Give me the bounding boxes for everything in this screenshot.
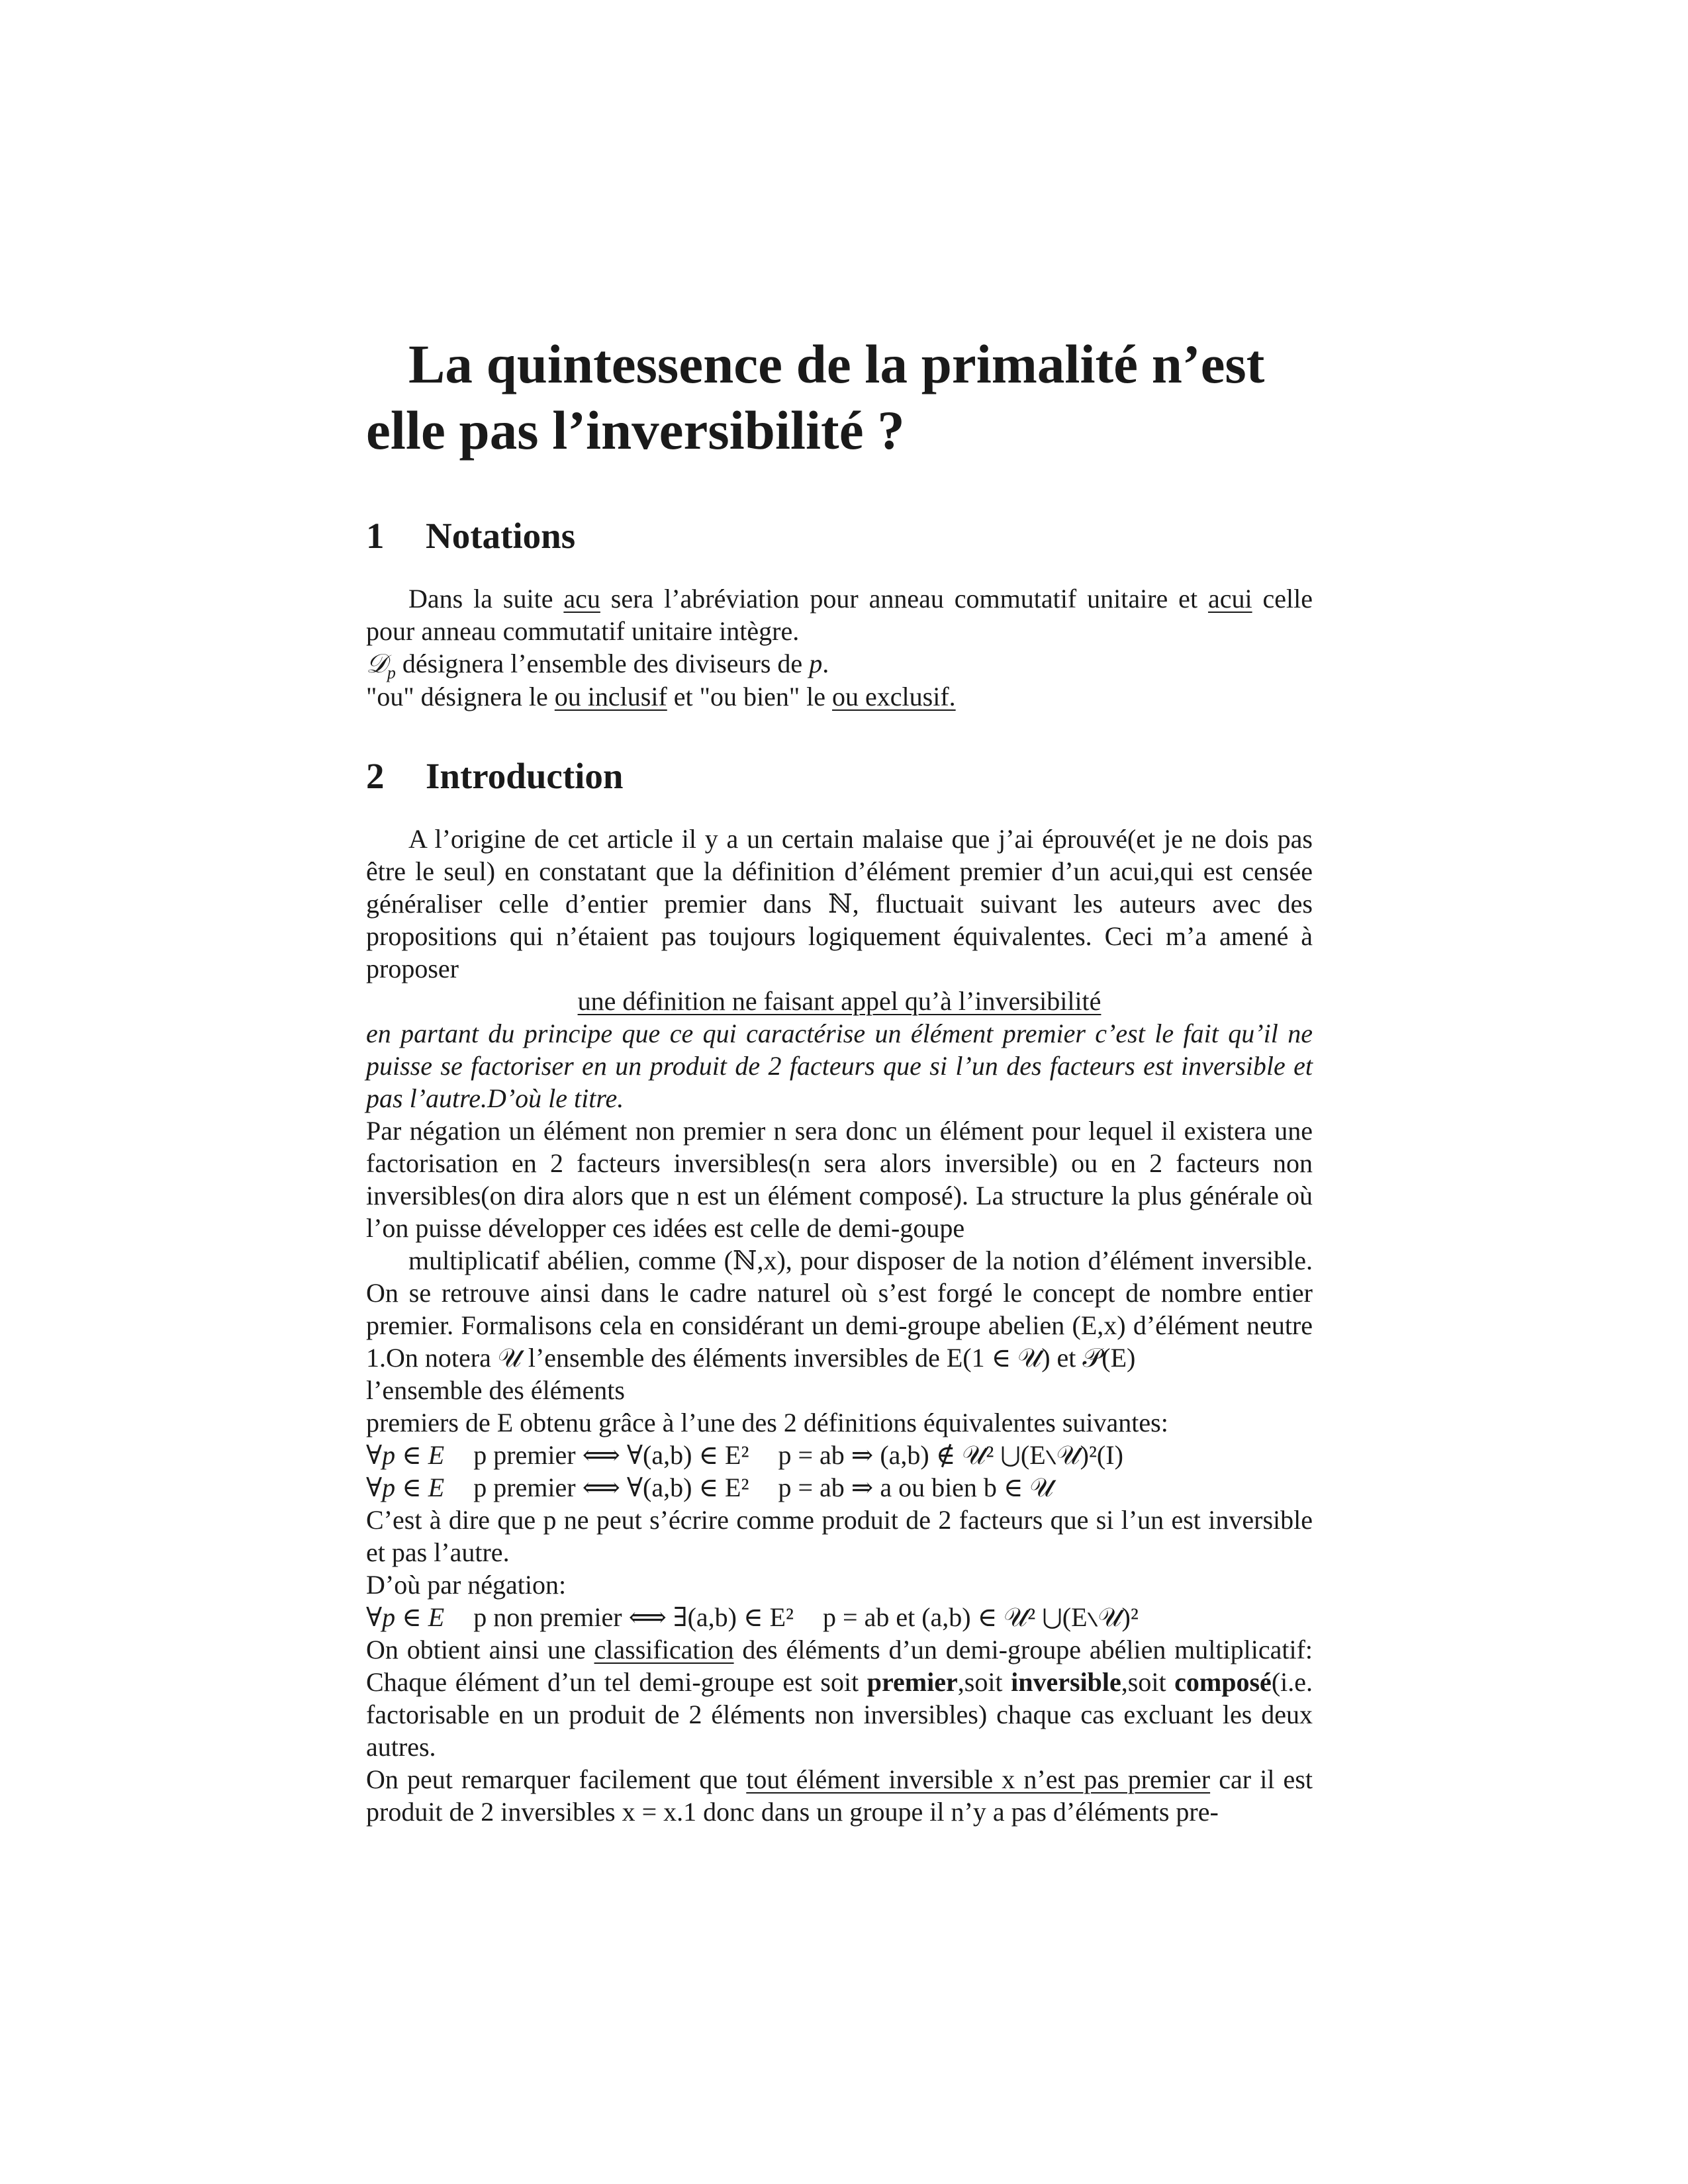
text-run: des éléments d’un demi-groupe abélien multiplicatif: Chaque élément d’un tel demi-groupe est soit [366,1635,1313,1697]
intro-centered-definition [366,985,1313,1017]
intro-paragraph-4: premiers de E obtenu grâce à l’une des 2 définitions équivalentes suivantes: [366,1408,1168,1437]
bold-compose: composé [1174,1667,1272,1697]
underlined-remark: tout élément inversible x n’est pas premier [746,1764,1211,1794]
bold-premier: premier [867,1667,958,1697]
title-line-1: La quintessence de la primalité n’est [408,334,1265,394]
math-expression: p non premier ⟺ ∃(a,b) ∈ E² [473,1602,794,1632]
math-subscript: p [387,663,396,682]
text-run: On obtient ainsi une [366,1635,594,1664]
bold-inversible: inversible [1011,1667,1121,1697]
math-quantifier: ∀p ∈ E [366,1473,445,1502]
section-number: 1 [366,516,385,556]
paper-title [366,331,1313,463]
intro-paragraph-3: multiplicatif abélien, comme (ℕ,x), pour disposer de la notion d’élément inversible. On se retrouve ainsi dans le cadre naturel où s’est forgé le concept de nombre entier premier. Formalisons cela en considérant un demi-groupe abelien (E,x) d’élément neutre 1.On notera 𝒰 l’ensemble des éléments inversibles de E(1 ∈ 𝒰) et 𝒫(E) [366,1246,1313,1373]
notation-dp [366,647,1313,680]
intro-paragraph-1: A l’origine de cet article il y a un certain malaise que j’ai éprouvé(et je ne dois pas être le seul) en constatant que la définition d’élément premier d’un acui,qui est censée généraliser celle d’entier premier dans ℕ, fluctuait suivant les auteurs avec des propositions qui n’étaient pas toujours logiquement équivalentes. Ceci m’a amené à proposer [366,824,1313,983]
section-number: 2 [366,756,385,796]
math-expression: p premier ⟺ ∀(a,b) ∈ E² [473,1473,749,1502]
section-title: Introduction [426,756,624,796]
term-classification: classification [594,1635,734,1664]
math-symbol: 𝒟 [366,649,387,679]
term-ou-inclusif: ou inclusif [554,682,667,711]
intro-paragraph-3-end: l’ensemble des éléments [366,1375,625,1405]
notations-block [366,582,1313,713]
introduction-block [366,823,1313,1828]
math-quantifier: ∀p ∈ E [366,1602,445,1632]
term-acui: acui [1207,584,1252,614]
text-run: On peut remarquer facilement que [366,1764,747,1794]
intro-paragraph-6: D’où par négation: [366,1570,567,1600]
text-run: sera l’abréviation pour anneau commutatif unitaire et [600,584,1208,614]
intro-paragraph-7 [366,1633,1313,1763]
definition-2 [366,1471,1313,1504]
section-heading-introduction [366,755,1313,797]
text-run: car il est produit de 2 inversibles x = x.1 donc dans un groupe il n’y a pas d’éléments pre- [366,1764,1313,1827]
term-ou-exclusif: ou exclusif. [832,682,956,711]
text-run: . [822,649,829,678]
text-run: et "ou bien" le [667,682,833,711]
intro-paragraph-5: C’est à dire que p ne peut s’écrire comme produit de 2 facteurs que si l’un est inversible et pas l’autre. [366,1505,1313,1567]
title-line-2: elle pas l’inversibilité ? [366,400,905,461]
underlined-definition: une définition ne faisant appel qu’à l’inversibilité [577,986,1102,1016]
text-run: "ou" désignera le [366,682,555,711]
intro-italic-principle: en partant du principe que ce qui caractérise un élément premier c’est le fait qu’il ne puisse se factoriser en un produit de 2 facteurs que si l’un des facteurs est inversible et pas l’autre.D’où le titre. [366,1019,1313,1113]
math-expression: p = ab ⇒ (a,b) ∉ 𝒰² ⋃(E∖𝒰)²(I) [778,1440,1123,1470]
text-run: désignera l’ensemble des diviseurs de [395,649,810,678]
paper-page [366,331,1313,1828]
math-expression: p premier ⟺ ∀(a,b) ∈ E² [473,1440,749,1470]
math-var: p [809,649,823,678]
intro-paragraph-2: Par négation un élément non premier n sera donc un élément pour lequel il existera une factorisation en 2 facteurs inversibles(n sera alors inversible) ou en 2 facteurs non inversibles(on dira alors que n est un élément composé). La structure la plus générale où l’on puisse développer ces idées est celle de demi-goupe [366,1116,1313,1243]
section-heading-notations [366,515,1313,557]
text-run: ,soit [957,1667,1011,1697]
negation-definition [366,1601,1313,1633]
section-title: Notations [426,516,576,556]
math-expression: p = ab ⇒ a ou bien b ∈ 𝒰 [778,1473,1054,1502]
text-run: celle pour anneau commutatif unitaire intègre. [366,584,1313,646]
text-run: (i.e. factorisable en un produit de 2 éléments non inversibles) chaque cas excluant les deux autres. [366,1667,1313,1762]
definition-1 [366,1439,1313,1471]
term-acu: acu [563,584,600,614]
intro-paragraph-8 [366,1763,1313,1828]
notation-ou [366,680,1313,713]
text-run: Dans la suite [408,584,564,614]
text-run: ,soit [1121,1667,1175,1697]
notations-paragraph [366,582,1313,647]
math-quantifier: ∀p ∈ E [366,1440,445,1470]
math-expression: p = ab et (a,b) ∈ 𝒰² ⋃(E∖𝒰)² [823,1602,1139,1632]
